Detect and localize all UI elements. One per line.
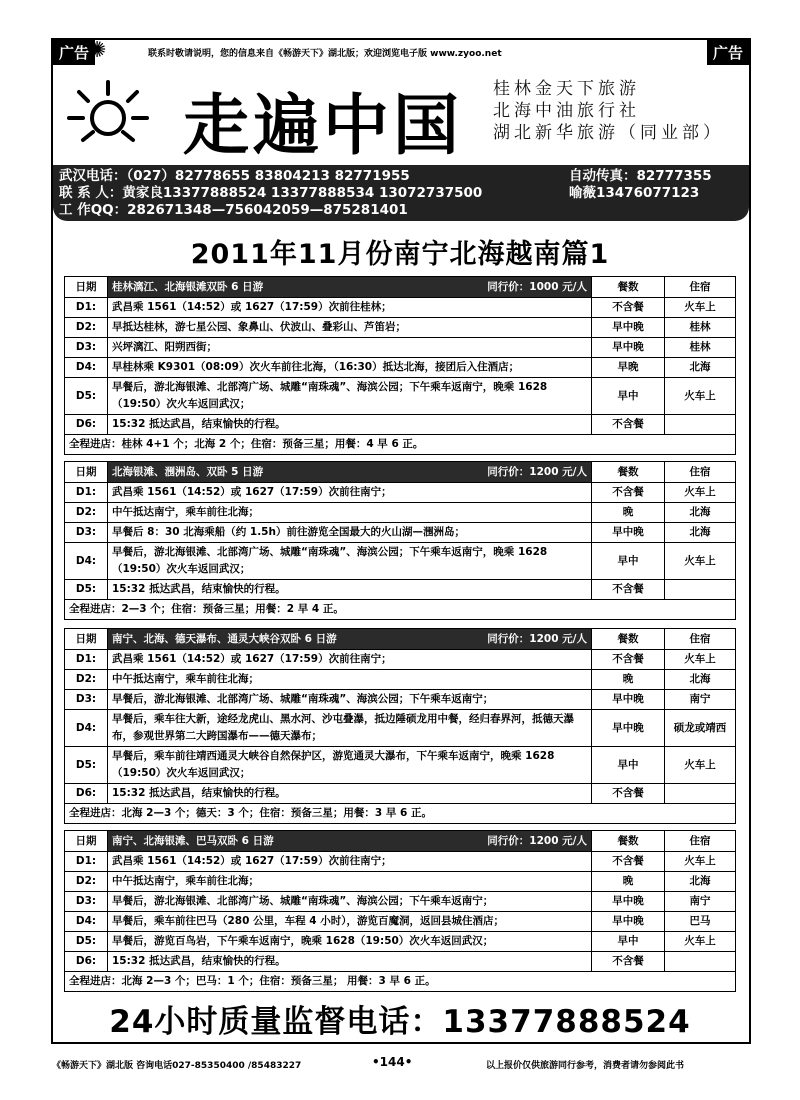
col-stay-header: 住宿 xyxy=(665,629,736,650)
stay-cell: 南宁 xyxy=(665,892,736,912)
day-cell: D5: xyxy=(65,747,108,784)
ad-tag-right: 广告 xyxy=(707,40,749,65)
tour-note: 全程进店：桂林 4+1 个；北海 2 个；住宿：预备三星；用餐：4 早 6 正。 xyxy=(65,435,736,455)
stay-cell: 火车上 xyxy=(665,852,736,872)
tour-header xyxy=(108,462,592,483)
activity-cell: 早抵达桂林，游七星公园、象鼻山、伏波山、叠彩山、芦笛岩； xyxy=(108,318,592,338)
stay-cell xyxy=(665,580,736,600)
stay-cell: 火车上 xyxy=(665,483,736,503)
page-title: 2011年11月份南宁北海越南篇1 xyxy=(190,239,610,270)
activity-cell: 中午抵达南宁，乘车前往北海； xyxy=(108,503,592,523)
day-cell: D6: xyxy=(65,784,108,804)
stay-cell: 南宁 xyxy=(665,690,736,710)
meal-cell: 不含餐 xyxy=(592,650,665,670)
day-cell: D1: xyxy=(65,650,108,670)
stay-cell: 火车上 xyxy=(665,650,736,670)
agency-banner xyxy=(53,64,749,162)
meal-cell: 早中 xyxy=(592,543,665,580)
itinerary-table xyxy=(64,830,736,992)
activity-cell: 早餐后，游北海银滩、北部湾广场、城雕“南珠魂”、海滨公园；下午乘车返南宁； xyxy=(108,690,592,710)
table-header-row xyxy=(65,277,736,298)
table-row xyxy=(65,650,736,670)
table-row xyxy=(65,338,736,358)
tour-header xyxy=(108,629,592,650)
activity-cell: 15:32 抵达武昌，结束愉快的行程。 xyxy=(108,952,592,972)
meal-cell: 早中晚 xyxy=(592,523,665,543)
table-row xyxy=(65,378,736,415)
activity-cell: 早餐后 8：30 北海乘船（约 1.5h）前往游览全国最大的火山湖—涠洲岛； xyxy=(108,523,592,543)
activity-cell: 中午抵达南宁，乘车前往北海； xyxy=(108,670,592,690)
activity-cell: 早餐后，乘车前往靖西通灵大峡谷自然保护区，游览通灵大瀑布，下午乘车返南宁，晚乘 1628（19:50）次火车返回武汉； xyxy=(108,747,592,784)
stay-cell: 火车上 xyxy=(665,747,736,784)
activity-cell: 早餐后，游北海银滩、北部湾广场、城雕“南珠魂”、海滨公园；下午乘车返南宁，晚乘 1628（19:50）次火车返回武汉； xyxy=(108,543,592,580)
itinerary-table xyxy=(64,276,736,455)
tour-name: 南宁、北海银滩、巴马双卧 6 日游 xyxy=(112,834,274,847)
agency-name: 桂林金天下旅游 xyxy=(493,79,640,99)
table-row xyxy=(65,690,736,710)
tour-header xyxy=(108,277,592,298)
stay-cell: 北海 xyxy=(665,872,736,892)
col-day-header: 日期 xyxy=(65,277,108,298)
footer-left: 《畅游天下》湖北版 咨询电话027-85350400 /85483227 xyxy=(52,1061,302,1071)
table-row xyxy=(65,543,736,580)
stay-cell xyxy=(665,415,736,435)
stay-cell xyxy=(665,952,736,972)
activity-cell: 武昌乘 1561（14:52）或 1627（17:59）次前往南宁； xyxy=(108,483,592,503)
col-meal-header: 餐数 xyxy=(592,831,665,852)
day-cell: D2: xyxy=(65,670,108,690)
header-line: 联系时敬请说明，您的信息来自《畅游天下》湖北版；欢迎浏览电子版 www.zyoo.net xyxy=(148,49,502,59)
person-label: 联 系 人： xyxy=(59,185,123,201)
activity-cell: 早桂林乘 K9301（08:09）次火车前往北海，（16:30）抵达北海，接团后入住酒店； xyxy=(108,358,592,378)
tour-note: 全程进店：2—3 个；住宿：预备三星；用餐：2 早 4 正。 xyxy=(65,600,736,620)
phone-numbers: （027）82778655 83804213 82771955 xyxy=(126,168,410,184)
stay-cell: 火车上 xyxy=(665,932,736,952)
table-row xyxy=(65,852,736,872)
stay-cell: 火车上 xyxy=(665,543,736,580)
table-row xyxy=(65,415,736,435)
meal-cell: 晚 xyxy=(592,670,665,690)
tour-note: 全程进店：北海 2—3 个；巴马：1 个；住宿：预备三星； 用餐：3 早 6 正。 xyxy=(65,972,736,992)
meal-cell: 不含餐 xyxy=(592,784,665,804)
col-stay-header: 住宿 xyxy=(665,462,736,483)
day-cell: D3: xyxy=(65,892,108,912)
stay-cell: 火车上 xyxy=(665,378,736,415)
sun-logo-icon xyxy=(63,78,153,148)
table-row xyxy=(65,523,736,543)
magazine-logo-icon: ✺ xyxy=(88,38,107,63)
meal-cell: 早中晚 xyxy=(592,892,665,912)
ad-tag-left: 广告 xyxy=(53,40,95,65)
stay-cell: 北海 xyxy=(665,503,736,523)
meal-cell: 早中晚 xyxy=(592,338,665,358)
contact-person-2: 喻薇13476077123 xyxy=(569,185,700,201)
table-note-row xyxy=(65,435,736,455)
table-row xyxy=(65,710,736,747)
stay-cell: 桂林 xyxy=(665,318,736,338)
activity-cell: 兴坪漓江、阳朔西街； xyxy=(108,338,592,358)
stay-cell xyxy=(665,784,736,804)
table-row xyxy=(65,298,736,318)
table-row xyxy=(65,318,736,338)
stay-cell: 火车上 xyxy=(665,298,736,318)
agency-name: 北海中油旅行社 xyxy=(493,101,640,121)
col-day-header: 日期 xyxy=(65,831,108,852)
day-cell: D2: xyxy=(65,318,108,338)
fax-number: 自动传真：82777355 xyxy=(569,168,712,184)
table-header-row xyxy=(65,831,736,852)
col-stay-header: 住宿 xyxy=(665,831,736,852)
stay-cell: 巴马 xyxy=(665,912,736,932)
itinerary-table xyxy=(64,628,736,824)
table-note-row xyxy=(65,972,736,992)
day-cell: D6: xyxy=(65,952,108,972)
contact-persons: 黄家良13377888524 13377888534 13072737500 xyxy=(122,185,483,201)
meal-cell: 不含餐 xyxy=(592,580,665,600)
phone-label: 武汉电话： xyxy=(59,168,127,184)
meal-cell: 早中晚 xyxy=(592,912,665,932)
agency-list xyxy=(493,78,724,144)
meal-cell: 晚 xyxy=(592,503,665,523)
table-row xyxy=(65,670,736,690)
activity-cell: 早餐后，乘车前往巴马（280 公里，车程 4 小时），游览百魔洞，返回县城住酒店； xyxy=(108,912,592,932)
meal-cell: 不含餐 xyxy=(592,415,665,435)
activity-cell: 早餐后，游北海银滩、北部湾广场、城雕“南珠魂”、海滨公园；下午乘车返南宁，晚乘 1628（19:50）次火车返回武汉； xyxy=(108,378,592,415)
banner-title: 走遍中国 xyxy=(183,86,463,164)
col-meal-header: 餐数 xyxy=(592,462,665,483)
table-row xyxy=(65,872,736,892)
stay-cell: 北海 xyxy=(665,670,736,690)
activity-cell: 15:32 抵达武昌，结束愉快的行程。 xyxy=(108,580,592,600)
day-cell: D3: xyxy=(65,523,108,543)
day-cell: D3: xyxy=(65,338,108,358)
tour-note: 全程进店：北海 2—3 个；德天：3 个；住宿：预备三星；用餐：3 早 6 正。 xyxy=(65,804,736,824)
day-cell: D5: xyxy=(65,580,108,600)
meal-cell: 早中 xyxy=(592,932,665,952)
activity-cell: 早餐后，游览百鸟岩，下午乘车返南宁，晚乘 1628（19:50）次火车返回武汉； xyxy=(108,932,592,952)
table-note-row xyxy=(65,804,736,824)
meal-cell: 不含餐 xyxy=(592,298,665,318)
activity-cell: 15:32 抵达武昌，结束愉快的行程。 xyxy=(108,784,592,804)
day-cell: D2: xyxy=(65,872,108,892)
stay-cell: 桂林 xyxy=(665,338,736,358)
col-day-header: 日期 xyxy=(65,462,108,483)
activity-cell: 中午抵达南宁，乘车前往北海； xyxy=(108,872,592,892)
meal-cell: 早中晚 xyxy=(592,690,665,710)
table-row xyxy=(65,747,736,784)
activity-cell: 早餐后，乘车往大新，途经龙虎山、黑水河、沙屯叠瀑，抵边陲硕龙用中餐，经归春界河，抵德天瀑布，参观世界第二大跨国瀑布——德天瀑布； xyxy=(108,710,592,747)
meal-cell: 不含餐 xyxy=(592,483,665,503)
activity-cell: 15:32 抵达武昌，结束愉快的行程。 xyxy=(108,415,592,435)
activity-cell: 早餐后，游北海银滩、北部湾广场、城雕“南珠魂”、海滨公园；下午乘车返南宁； xyxy=(108,892,592,912)
day-cell: D2: xyxy=(65,503,108,523)
stay-cell: 硕龙或靖西 xyxy=(665,710,736,747)
table-header-row xyxy=(65,629,736,650)
tour-price: 同行价：1200 元/人 xyxy=(487,834,587,847)
agency-name: 湖北新华旅游（同业部） xyxy=(493,123,724,143)
meal-cell: 不含餐 xyxy=(592,952,665,972)
day-cell: D5: xyxy=(65,932,108,952)
meal-cell: 早中 xyxy=(592,747,665,784)
tour-price: 同行价：1200 元/人 xyxy=(487,465,587,478)
day-cell: D3: xyxy=(65,690,108,710)
meal-cell: 晚 xyxy=(592,872,665,892)
page-number: •144• xyxy=(372,1055,413,1069)
contact-panel xyxy=(53,165,749,221)
meal-cell: 早晚 xyxy=(592,358,665,378)
col-meal-header: 餐数 xyxy=(592,629,665,650)
table-row xyxy=(65,483,736,503)
tour-name: 桂林漓江、北海银滩双卧 6 日游 xyxy=(112,280,264,293)
footer-right: 以上报价仅供旅游同行参考，消费者请勿参阅此书 xyxy=(486,1061,685,1071)
day-cell: D4: xyxy=(65,358,108,378)
activity-cell: 武昌乘 1561（14:52）或 1627（17:59）次前往桂林； xyxy=(108,298,592,318)
table-row xyxy=(65,358,736,378)
qq-numbers: 282671348—756042059—875281401 xyxy=(127,202,408,218)
day-cell: D4: xyxy=(65,912,108,932)
col-stay-header: 住宿 xyxy=(665,277,736,298)
table-header-row xyxy=(65,462,736,483)
table-row xyxy=(65,892,736,912)
tour-name: 南宁、北海、德天瀑布、通灵大峡谷双卧 6 日游 xyxy=(112,632,337,645)
day-cell: D4: xyxy=(65,710,108,747)
table-row xyxy=(65,952,736,972)
activity-cell: 武昌乘 1561（14:52）或 1627（17:59）次前往南宁； xyxy=(108,852,592,872)
day-cell: D5: xyxy=(65,378,108,415)
col-meal-header: 餐数 xyxy=(592,277,665,298)
col-day-header: 日期 xyxy=(65,629,108,650)
day-cell: D1: xyxy=(65,483,108,503)
stay-cell: 北海 xyxy=(665,358,736,378)
day-cell: D4: xyxy=(65,543,108,580)
table-row xyxy=(65,932,736,952)
meal-cell: 不含餐 xyxy=(592,852,665,872)
table-row xyxy=(65,912,736,932)
activity-cell: 武昌乘 1561（14:52）或 1627（17:59）次前往南宁； xyxy=(108,650,592,670)
meal-cell: 早中晚 xyxy=(592,318,665,338)
hotline: 24小时质量监督电话：13377888524 xyxy=(109,1004,691,1040)
tour-header xyxy=(108,831,592,852)
itinerary-table xyxy=(64,461,736,620)
qq-label: 工 作QQ： xyxy=(59,202,128,218)
meal-cell: 早中 xyxy=(592,378,665,415)
tour-price: 同行价：1000 元/人 xyxy=(487,280,587,293)
tour-name: 北海银滩、涠洲岛、双卧 5 日游 xyxy=(112,465,264,478)
day-cell: D1: xyxy=(65,852,108,872)
day-cell: D6: xyxy=(65,415,108,435)
table-row xyxy=(65,784,736,804)
stay-cell: 北海 xyxy=(665,523,736,543)
table-note-row xyxy=(65,600,736,620)
table-row xyxy=(65,580,736,600)
table-row xyxy=(65,503,736,523)
tour-price: 同行价：1200 元/人 xyxy=(487,632,587,645)
meal-cell: 早中晚 xyxy=(592,710,665,747)
day-cell: D1: xyxy=(65,298,108,318)
